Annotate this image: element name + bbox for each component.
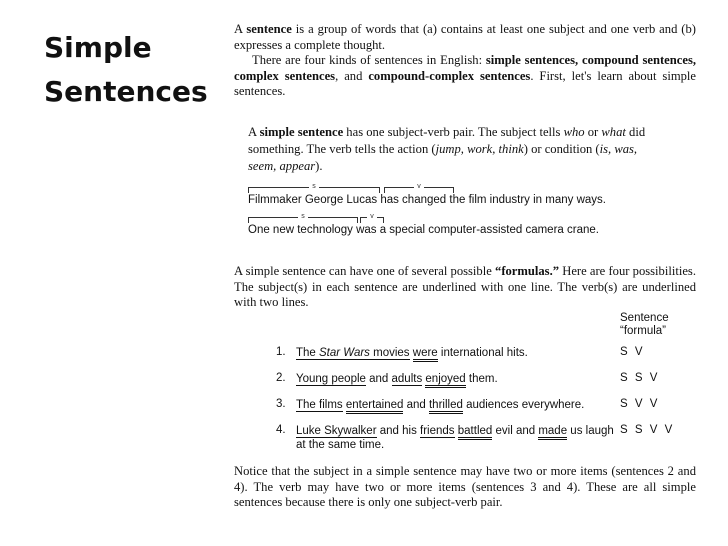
intro-paragraph-2: There are four kinds of sentences in English: simple sentences, compound sentences, complex sentences, and compound-complex sentences. First, let's learn about simple sentences. [234, 53, 696, 98]
formula-label: S V [620, 346, 645, 358]
verb-bracket: v [384, 187, 454, 193]
example-sentence-1 [248, 184, 606, 206]
formula-label: S S V V [620, 424, 675, 436]
example-text: Filmmaker George Lucas has changed the film industry in many ways. [248, 194, 606, 206]
formula-label: S V V [620, 398, 660, 410]
term-sentence: sentence [246, 22, 292, 36]
formula-label: S S V [620, 372, 660, 384]
verb-bracket: v [360, 217, 384, 223]
intro-paragraph-1: A sentence is a group of words that (a) contains at least one subject and one verb and (b) expresses a complete thought. [234, 22, 696, 52]
example-text: One new technology was a special computer-assisted camera crane. [248, 224, 599, 236]
subject-bracket: s [248, 217, 358, 223]
simple-sentence-definition: A simple sentence has one subject-verb pair. The subject tells who or what did something. The verb tells the action (jump, work, think) or condition (is, was, seem, appear). [248, 125, 646, 173]
subject-verb-marks [248, 184, 606, 194]
list-item: 2. Young people and adults enjoyed them. S S V [276, 372, 696, 388]
term-kinds: simple sentences, compound sentences, complex sentences [234, 53, 696, 83]
term-simple-sentence: simple sentence [259, 125, 344, 139]
slide-title [44, 26, 214, 114]
closing-paragraph: Notice that the subject in a simple sentence may have two or more items (sentences 2 and 4). The verb may have two or more items (sentences 3 and 4). These are all simple sentences because there is only one subject-verb pair. [234, 464, 696, 509]
slide-title-line1: Simple [44, 31, 152, 64]
formulas-intro: A simple sentence can have one of several possible “formulas.” Here are four possibilities. The subject(s) in each sentence are underlined with one line. The verb(s) are underlined with two lines. [234, 264, 696, 309]
subject-verb-marks [248, 214, 599, 224]
list-item: 3. The films entertained and thrilled audiences everywhere. S V V [276, 398, 696, 414]
intro-text [234, 22, 696, 100]
list-item: 4. Luke Skywalker and his friends battled evil and made us laugh at the same time. S S V V [276, 424, 675, 451]
term-formulas: “formulas.” [495, 264, 560, 278]
term-compound-complex: compound-complex sentences [368, 68, 531, 83]
formula-column-header: Sentence “formula” [620, 312, 669, 337]
list-item: 1. The Star Wars movies were international hits. S V [276, 346, 696, 362]
slide-title-line2: Sentences [44, 75, 208, 108]
subject-bracket: s [248, 187, 380, 193]
example-sentence-2 [248, 214, 599, 236]
